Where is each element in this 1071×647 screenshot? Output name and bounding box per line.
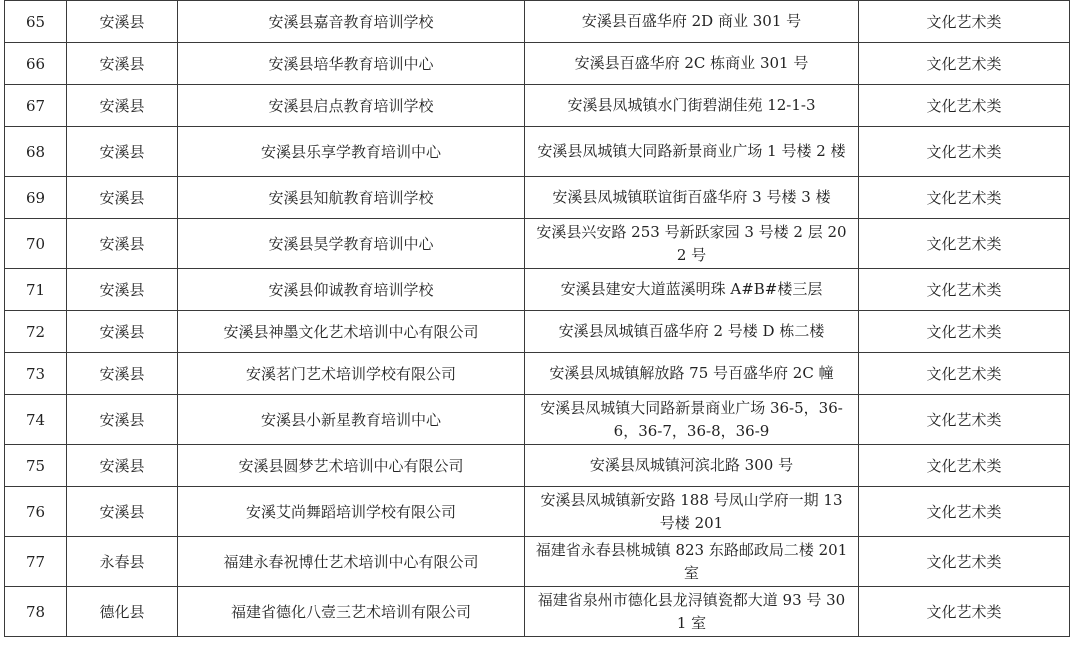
county-cell: 安溪县	[67, 353, 178, 395]
category-cell: 文化艺术类	[859, 127, 1070, 177]
table-row	[5, 311, 1070, 353]
category-cell: 文化艺术类	[859, 1, 1070, 43]
address-cell: 安溪县凤城镇大同路新景商业广场 36-5，36-6，36-7，36-8，36-9	[525, 395, 859, 445]
row-number: 72	[5, 311, 67, 353]
institution-name-cell: 安溪县神墨文化艺术培训中心有限公司	[178, 311, 525, 353]
county-cell: 永春县	[67, 537, 178, 587]
address-cell: 安溪县凤城镇新安路 188 号凤山学府一期 13 号楼 201	[525, 487, 859, 537]
row-number: 68	[5, 127, 67, 177]
institution-name-cell: 安溪县仰诚教育培训学校	[178, 269, 525, 311]
institution-table	[4, 0, 1070, 637]
address-cell: 安溪县兴安路 253 号新跃家园 3 号楼 2 层 202 号	[525, 219, 859, 269]
table-row	[5, 587, 1070, 637]
table-row	[5, 269, 1070, 311]
table-row	[5, 85, 1070, 127]
address-cell: 安溪县凤城镇联谊街百盛华府 3 号楼 3 楼	[525, 177, 859, 219]
category-cell: 文化艺术类	[859, 487, 1070, 537]
category-cell: 文化艺术类	[859, 177, 1070, 219]
institution-name-cell: 安溪县知航教育培训学校	[178, 177, 525, 219]
category-cell: 文化艺术类	[859, 219, 1070, 269]
county-cell: 安溪县	[67, 85, 178, 127]
address-cell: 安溪县凤城镇水门街碧湖佳苑 12-1-3	[525, 85, 859, 127]
row-number: 76	[5, 487, 67, 537]
institution-name-cell: 安溪茗门艺术培训学校有限公司	[178, 353, 525, 395]
institution-name-cell: 安溪县培华教育培训中心	[178, 43, 525, 85]
county-cell: 安溪县	[67, 487, 178, 537]
county-cell: 安溪县	[67, 311, 178, 353]
address-cell: 安溪县凤城镇百盛华府 2 号楼 D 栋二楼	[525, 311, 859, 353]
table-row	[5, 219, 1070, 269]
row-number: 69	[5, 177, 67, 219]
table-row	[5, 537, 1070, 587]
table-row	[5, 487, 1070, 537]
institution-name-cell: 安溪县圆梦艺术培训中心有限公司	[178, 445, 525, 487]
county-cell: 安溪县	[67, 445, 178, 487]
row-number: 67	[5, 85, 67, 127]
row-number: 70	[5, 219, 67, 269]
table-row	[5, 1, 1070, 43]
county-cell: 安溪县	[67, 269, 178, 311]
table-row	[5, 353, 1070, 395]
table-row	[5, 127, 1070, 177]
category-cell: 文化艺术类	[859, 537, 1070, 587]
address-cell: 安溪县凤城镇解放路 75 号百盛华府 2C 幢	[525, 353, 859, 395]
county-cell: 安溪县	[67, 177, 178, 219]
address-cell: 安溪县百盛华府 2C 栋商业 301 号	[525, 43, 859, 85]
row-number: 71	[5, 269, 67, 311]
institution-name-cell: 安溪艾尚舞蹈培训学校有限公司	[178, 487, 525, 537]
row-number: 65	[5, 1, 67, 43]
category-cell: 文化艺术类	[859, 311, 1070, 353]
address-cell: 福建省永春县桃城镇 823 东路邮政局二楼 201 室	[525, 537, 859, 587]
county-cell: 安溪县	[67, 395, 178, 445]
county-cell: 德化县	[67, 587, 178, 637]
address-cell: 福建省泉州市德化县龙浔镇瓷都大道 93 号 301 室	[525, 587, 859, 637]
county-cell: 安溪县	[67, 219, 178, 269]
category-cell: 文化艺术类	[859, 269, 1070, 311]
institution-name-cell: 福建省德化八壹三艺术培训有限公司	[178, 587, 525, 637]
row-number: 66	[5, 43, 67, 85]
row-number: 74	[5, 395, 67, 445]
institution-name-cell: 安溪县昊学教育培训中心	[178, 219, 525, 269]
institution-name-cell: 福建永春祝博仕艺术培训中心有限公司	[178, 537, 525, 587]
address-cell: 安溪县建安大道蓝溪明珠 A#B#楼三层	[525, 269, 859, 311]
county-cell: 安溪县	[67, 1, 178, 43]
category-cell: 文化艺术类	[859, 353, 1070, 395]
table-row	[5, 395, 1070, 445]
county-cell: 安溪县	[67, 127, 178, 177]
category-cell: 文化艺术类	[859, 85, 1070, 127]
category-cell: 文化艺术类	[859, 445, 1070, 487]
row-number: 73	[5, 353, 67, 395]
row-number: 75	[5, 445, 67, 487]
row-number: 78	[5, 587, 67, 637]
category-cell: 文化艺术类	[859, 587, 1070, 637]
address-cell: 安溪县凤城镇河滨北路 300 号	[525, 445, 859, 487]
table-row	[5, 445, 1070, 487]
table-row	[5, 177, 1070, 219]
address-cell: 安溪县凤城镇大同路新景商业广场 1 号楼 2 楼	[525, 127, 859, 177]
institution-name-cell: 安溪县小新星教育培训中心	[178, 395, 525, 445]
institution-name-cell: 安溪县启点教育培训学校	[178, 85, 525, 127]
institution-name-cell: 安溪县嘉音教育培训学校	[178, 1, 525, 43]
table-row	[5, 43, 1070, 85]
institution-name-cell: 安溪县乐享学教育培训中心	[178, 127, 525, 177]
address-cell: 安溪县百盛华府 2D 商业 301 号	[525, 1, 859, 43]
category-cell: 文化艺术类	[859, 395, 1070, 445]
category-cell: 文化艺术类	[859, 43, 1070, 85]
row-number: 77	[5, 537, 67, 587]
county-cell: 安溪县	[67, 43, 178, 85]
